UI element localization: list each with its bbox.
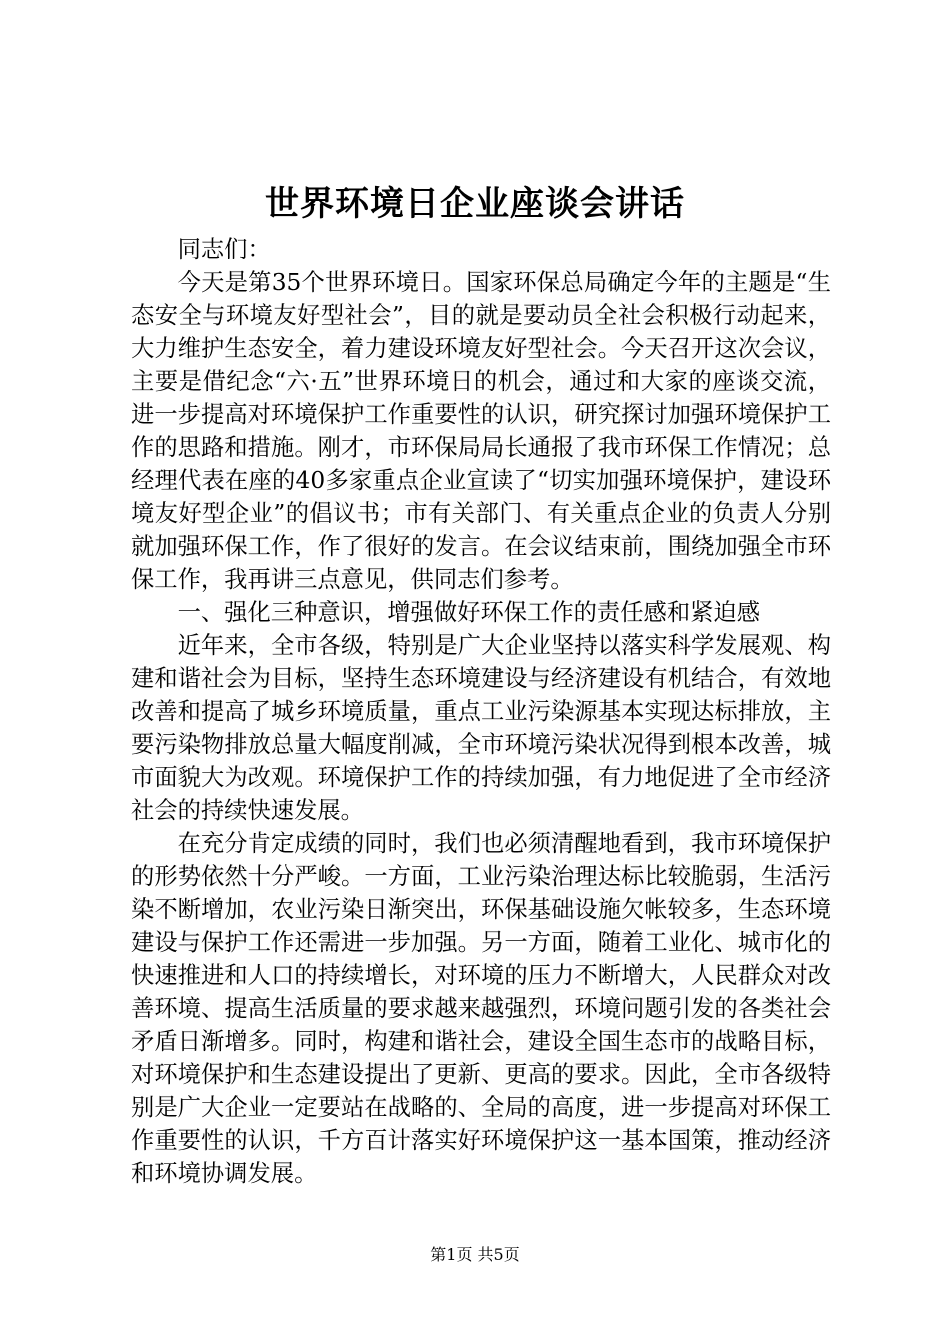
document-title: 世界环境日企业座谈会讲话 [265,184,685,224]
page-footer: 第1页 共5页 [430,1245,520,1264]
intro-paragraph: 今天是第35个世界环境日。国家环保总局确定今年的主题是“生态安全与环境友好型社会”，目的就是要动员全社会积极行动起来，大力维护生态安全，着力建设环境友好型社会。今天召开这次会议，主要是借纪念“六·五”世界环境日的机会，通过和大家的座谈交流，进一步提高对环境保护工作重要性的认识，研究探讨加强环境保护工作的思路和措施。刚才，市环保局局长通报了我市环保工作情况；总经理代表在座的40多家重点企业宣读了“切实加强环境保护，建设环境友好型企业”的倡议书；市有关部门、有关重点企业的负责人分别就加强环保工作，作了很好的发言。在会议结束前，围绕加强全市环保工作，我再讲三点意见，供同志们参考。 [131,269,831,593]
body-paragraph: 在充分肯定成绩的同时，我们也必须清醒地看到，我市环境保护的形势依然十分严峻。一方面，工业污染治理达标比较脆弱，生活污染不断增加，农业污染日渐突出，环保基础设施欠帐较多，生态环境建设与保护工作还需进一步加强。另一方面，随着工业化、城市化的快速推进和人口的持续增长，对环境的压力不断增大，人民群众对改善环境、提高生活质量的要求越来越强烈，环境问题引发的各类社会矛盾日渐增多。同时，构建和谐社会，建设全国生态市的战略目标，对环境保护和生态建设提出了更新、更高的要求。因此，全市各级特别是广大企业一定要站在战略的、全局的高度，进一步提高对环保工作重要性的认识，千方百计落实好环境保护这一基本国策，推动经济和环境协调发展。 [131,830,831,1187]
body-paragraph: 近年来，全市各级，特别是广大企业坚持以落实科学发展观、构建和谐社会为目标，坚持生态环境建设与经济建设有机结合，有效地改善和提高了城乡环境质量，重点工业污染源基本实现达标排放，主要污染物排放总量大幅度削减，全市环境污染状况得到根本改善，城市面貌大为改观。环境保护工作的持续加强，有力地促进了全市经济社会的持续快速发展。 [131,632,831,824]
salutation-paragraph: 同志们： [177,236,271,263]
document-body [131,233,831,1190]
section-heading: 一、强化三种意识，增强做好环保工作的责任感和紧迫感 [177,599,761,626]
